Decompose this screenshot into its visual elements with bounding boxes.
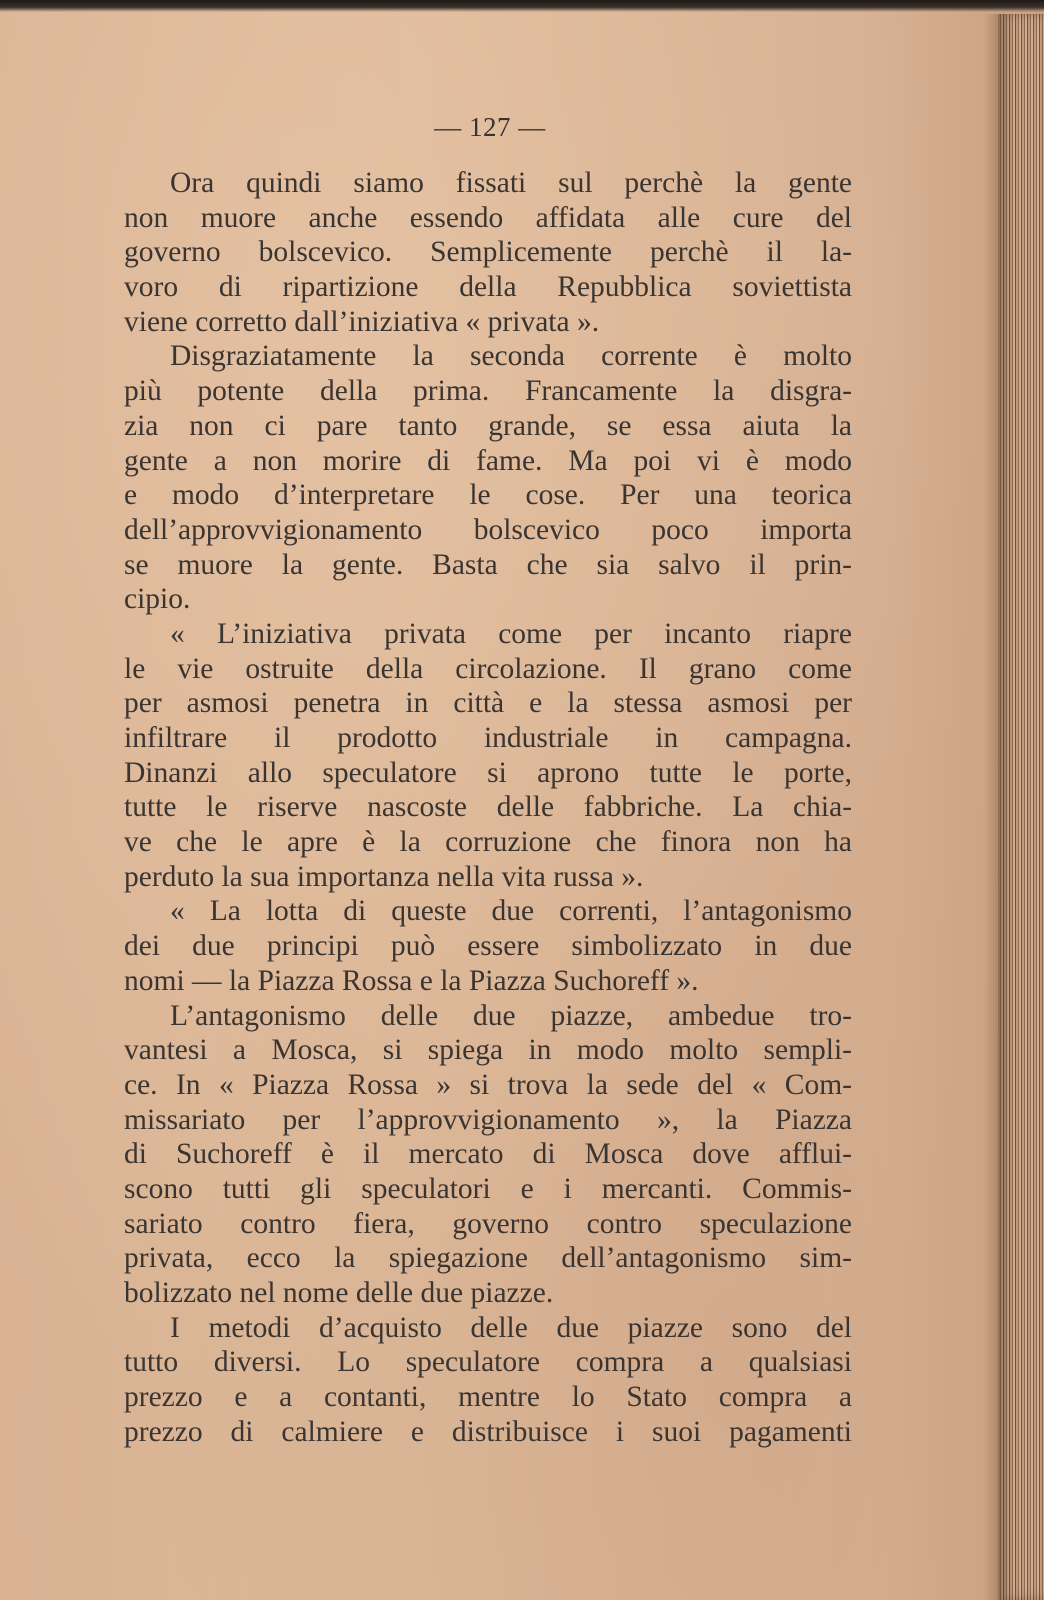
book-cover-edge (0, 0, 1044, 12)
text-line: Ora quindi siamo fissati sul perchè la gente (170, 167, 852, 199)
text-line: dell’approvvigionamento bolscevico poco importa (124, 513, 852, 546)
text-line: Dinanzi allo speculatore si aprono tutte le porte, (124, 756, 852, 789)
text-line: L’antagonismo delle due piazze, ambedue tro- (170, 999, 852, 1032)
text-line: viene corretto dall’iniziativa « privata ». (124, 305, 600, 338)
text-line: gente a non morire di fame. Ma poi vi è modo (124, 444, 852, 477)
text-line: se muore la gente. Basta che sia salvo il prin- (124, 548, 852, 581)
text-line: « La lotta di queste due correnti, l’antagonismo (170, 895, 852, 928)
text-line: vantesi a Mosca, si spiega in modo molto sempli- (124, 1034, 852, 1067)
page-number: — 127 — (434, 112, 546, 142)
text-line: e modo d’interpretare le cose. Per una teorica (124, 479, 852, 512)
text-line: sariato contro fiera, governo contro speculazione (124, 1207, 852, 1240)
text-line: « L’iniziativa privata come per incanto riapre (170, 617, 852, 650)
text-line: voro di ripartizione della Repubblica soviettista (124, 271, 852, 304)
text-line: tutto diversi. Lo speculatore compra a qualsiasi (124, 1346, 852, 1379)
page-gutter-shadow (984, 14, 998, 1600)
text-line: le vie ostruite della circolazione. Il grano come (124, 652, 852, 685)
text-line: dei due principi può essere simbolizzato in due (124, 930, 852, 963)
text-line: Disgraziatamente la seconda corrente è molto (170, 340, 852, 373)
text-line: prezzo di calmiere e distribuisce i suoi pagamenti (124, 1415, 852, 1448)
body-text (124, 166, 852, 1449)
text-line: infiltrare il prodotto industriale in campagna. (124, 722, 852, 754)
text-line: prezzo e a contanti, mentre lo Stato compra a (124, 1381, 852, 1414)
text-line: non muore anche essendo affidata alle cure del (124, 201, 852, 234)
text-line: cipio. (124, 583, 191, 616)
text-line: perduto la sua importanza nella vita russa ». (124, 860, 644, 893)
text-line: nomi — la Piazza Rossa e la Piazza Suchoreff ». (124, 964, 699, 997)
text-line: privata, ecco la spiegazione dell’antagonismo sim- (124, 1242, 852, 1275)
text-line: bolizzato nel nome delle due piazze. (124, 1277, 554, 1309)
text-line: ce. In « Piazza Rossa » si trova la sede del « Com- (124, 1068, 852, 1101)
page-stack-edge (998, 14, 1044, 1600)
text-line: ve che le apre è la corruzione che finora non ha (124, 826, 852, 859)
text-line: zia non ci pare tanto grande, se essa aiuta la (124, 409, 852, 442)
text-line: missariato per l’approvvigionamento », la Piazza (124, 1103, 852, 1136)
text-line: tutte le riserve nascoste delle fabbriche. La chia- (124, 791, 852, 824)
text-line: I metodi d’acquisto delle due piazze sono del (170, 1311, 852, 1344)
text-line: scono tutti gli speculatori e i mercanti. Commis- (124, 1172, 852, 1205)
text-line: di Suchoreff è il mercato di Mosca dove afflui- (124, 1138, 852, 1171)
text-line: governo bolscevico. Semplicemente perchè il la- (124, 236, 852, 269)
text-line: per asmosi penetra in città e la stessa asmosi per (124, 687, 852, 720)
text-line: più potente della prima. Francamente la disgra- (124, 375, 852, 408)
